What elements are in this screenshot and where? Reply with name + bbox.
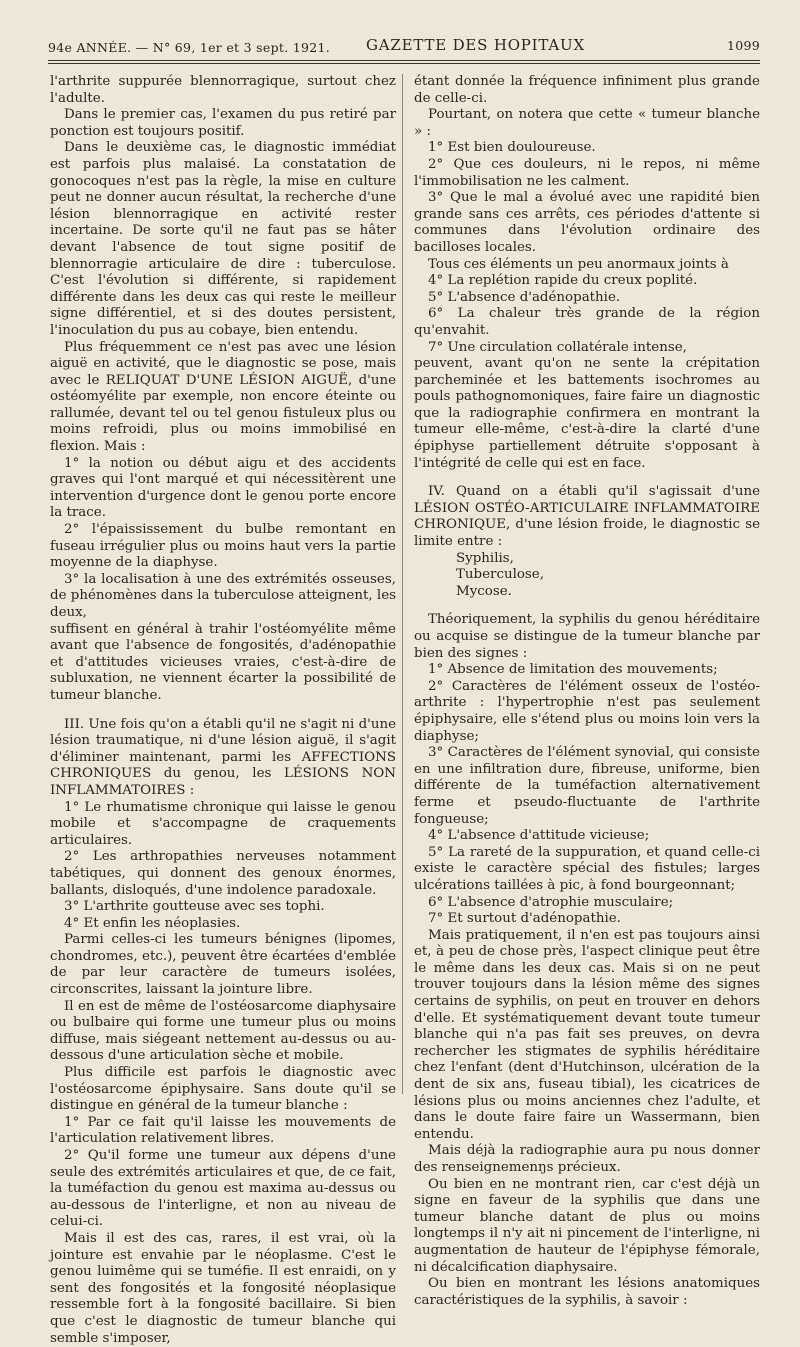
paragraph: peuvent, avant qu'on ne sente la crépitation parcheminée et les battements isochromes au pouls pathognomoniques, faire faire un diagnostic que la radiographie confirmera en montrant la tumeur elle-même, c'est-à-dire la clarté d'une épiphyse partiellement détruite s'opposant à l'intégrité de celle qui est en face. (414, 356, 760, 471)
paragraph: Théoriquement, la syphilis du genou héréditaire ou acquise se distingue de la tumeur blanche par bien des signes : (414, 612, 760, 661)
list-item: Tuberculose, (456, 567, 544, 583)
column-divider (402, 74, 403, 1094)
list-item: 2° Que ces douleurs, ni le repos, ni même l'immobilisation ne les calment. (414, 156, 760, 189)
header-rule (48, 60, 760, 61)
list-item: 6° La chaleur très grande de la région qu'envahit. (414, 306, 760, 338)
list-item: 3° Caractères de l'élément synovial, qui consiste en une infiltration dure, fibreuse, uniforme, bien différente de la tuméfaction alternativement ferme et pseudo-fluctuante de l'arthrite fongueuse; (414, 745, 760, 827)
right-column (414, 74, 760, 1309)
paragraph: Dans le deuxième cas, le diagnostic immédiat est parfois plus malaisé. La constatation de gonocoques n'est pas la règle, la mise en culture peut ne donner aucun résultat, la recherche d'une lésion blennorragique en activité rester incertaine. De sorte qu'il ne faut pas se hâter devant l'absence de tout signe positif de blennorragie articulaire de dire : tuberculose. C'est l'évolution si différente, si rapidement différente dans les deux cas qui reste le meilleur signe différentiel, et si des doutes persistent, l'inoculation du pus au cobaye, bien entendu. (50, 140, 396, 338)
header-rule-double (48, 63, 760, 64)
issue-info: 94e ANNÉE. — N° 69, 1er et 3 sept. 1921. (48, 40, 331, 55)
list-item: 7° Et surtout d'adénopathie. (428, 911, 621, 927)
paragraph: Dans le premier cas, l'examen du pus retiré par ponction est toujours positif. (50, 107, 396, 139)
section-heading-paragraph: III. Une fois qu'on a établi qu'il ne s'agit ni d'une lésion traumatique, ni d'une lésion aiguë, il s'agit d'éliminer maintenant, parmi les AFFECTIONS CHRONIQUES du genou, les LÉSIONS NON INFLAMMATOIRES : (50, 716, 396, 798)
paragraph: l'arthrite suppurée blennorragique, surtout chez l'adulte. (50, 74, 396, 106)
list-item: 2° Qu'il forme une tumeur aux dépens d'une seule des extrémités articulaires et que, de ce fait, la tuméfaction du genou est maxima au-dessus ou au-dessous de l'interligne, et non au niveau de celui-ci. (50, 1148, 396, 1230)
list-item: Mycose. (456, 583, 512, 599)
list-item: 6° L'absence d'atrophie musculaire; (428, 894, 674, 910)
list-item: 7° Une circulation collatérale intense, (428, 339, 687, 355)
list-item: 5° L'absence d'adénopathie. (428, 289, 621, 305)
paragraph: Tous ces éléments un peu anormaux joints à (428, 256, 729, 272)
list-item: 3° L'arthrite goutteuse avec ses tophi. (64, 899, 325, 915)
paragraph: suffisent en général à trahir l'ostéomyélite même avant que l'absence de fongosités, d'adénopathie et d'attitudes vicieuses vraies, c'est-à-dire de subluxation, ne viennent écarter la possibilité de tumeur blanche. (50, 621, 396, 703)
list-item: 4° Et enfin les néoplasies. (64, 915, 241, 931)
paragraph: Mais pratiquement, il n'en est pas toujours ainsi et, à peu de chose près, l'aspect clinique peut être le même dans les deux cas. Mais si on ne peut trouver toujours dans la lésion même des signes certains de syphilis, on peut en trouver en dehors d'elle. Et systématiquement devant toute tumeur blanche qui n'a pas fait ses preuves, on devra rechercher les stigmates de syphilis héréditaire chez l'enfant (dent d'Hutchinson, ulcération de la dent de six ans, fuseau tibial), les cicatrices de lésions plus ou moins anciennes chez l'adulte, et dans le doute faire faire un Wassermann, bien entendu. (414, 927, 760, 1142)
list-item: 2° Les arthropathies nerveuses notamment tabétiques, qui donnent des genoux énormes, ballants, disloqués, d'une indolence paradoxale. (50, 849, 396, 898)
list-item: 4° L'absence d'attitude vicieuse; (428, 828, 650, 844)
list-item: 5° La rareté de la suppuration, et quand celle-ci existe le caractère spécial des fistules; larges ulcérations taillées à pic, à fond bourgeonnant; (414, 844, 760, 893)
list-item: 2° Caractères de l'élément osseux de l'ostéo-arthrite : l'hypertrophie n'est pas seulement épiphysaire, elle s'étend plus ou moins loin vers la diaphyse; (414, 678, 760, 744)
list-item: 3° Que le mal a évolué avec une rapidité bien grande sans ces arrêts, ces périodes d'attente si communes dans l'évolution ordinaire des bacilloses locales. (414, 190, 760, 255)
list-item: 1° Par ce fait qu'il laisse les mouvements de l'articulation relativement libres. (50, 1114, 396, 1147)
paragraph: Parmi celles-ci les tumeurs bénignes (lipomes, chondromes, etc.), peuvent être écartées d'emblée de par leur caractère de tumeurs isolées, circonscrites, laissant la jointure libre. (50, 932, 396, 998)
list-item: Syphilis, (456, 550, 514, 566)
paragraph: étant donnée la fréquence infiniment plus grande de celle-ci. (414, 74, 760, 106)
page-header (48, 36, 760, 58)
paragraph: Mais déjà la radiographie aura pu nous donner des renseignemenŋs précieux. (414, 1143, 760, 1175)
left-column (50, 74, 396, 1347)
paragraph: Ou bien en ne montrant rien, car c'est déjà un signe en faveur de la syphilis que dans une tumeur blanche datant de plus ou moins longtemps il n'y ait ni pincement de l'interligne, ni augmentation de hauteur de l'épiphyse fémorale, ni décalcification diaphysaire. (414, 1176, 760, 1275)
list-item: 1° Absence de limitation des mouvements; (428, 662, 718, 678)
section-heading-paragraph: IV. Quand on a établi qu'il s'agissait d'une LÉSION OSTÉO-ARTICULAIRE INFLAMMATOIRE CHRONIQUE, d'une lésion froide, le diagnostic se limite entre : (414, 484, 760, 550)
paragraph: Ou bien en montrant les lésions anatomiques caractéristiques de la syphilis, à savoir : (414, 1276, 760, 1308)
page-number: 1099 (726, 38, 760, 53)
list-item: 1° Le rhumatisme chronique qui laisse le genou mobile et s'accompagne de craquements articulaires. (50, 799, 396, 848)
list-item: 3° la localisation à une des extrémités osseuses, de phénomènes dans la tuberculose atteignent, les deux, (50, 571, 396, 620)
journal-title: GAZETTE DES HOPITAUX (366, 36, 585, 54)
paragraph: Il en est de même de l'ostéosarcome diaphysaire ou bulbaire qui forme une tumeur plus ou moins diffuse, mais siégeant nettement au-dessus ou au-dessous d'une articulation sèche et mobile. (50, 998, 396, 1064)
paragraph: Pourtant, on notera que cette « tumeur blanche » : (414, 107, 760, 139)
list-item: 1° la notion ou début aigu et des accidents graves qui l'ont marqué et qui nécessitèrent une intervention d'urgence dont le genou porte encore la trace. (50, 455, 396, 521)
paragraph: Plus difficile est parfois le diagnostic avec l'ostéosarcome épiphysaire. Sans doute qu'il se distingue en général de la tumeur blanche : (50, 1065, 396, 1114)
paragraph: Plus fréquemment ce n'est pas avec une lésion aiguë en activité, que le diagnostic se pose, mais avec le RELIQUAT D'UNE LÉSION AIGUË, d'une ostéomyélite par exemple, non encore éteinte ou rallumée, devant tel ou tel genou fistuleux plus ou moins refroidi, plus ou moins immobilisé en flexion. Mais : (50, 339, 396, 455)
list-item: 2° l'épaississement du bulbe remontant en fuseau irrégulier plus ou moins haut vers la partie moyenne de la diaphyse. (50, 522, 396, 571)
list-item: 1° Est bien douloureuse. (428, 140, 596, 156)
paragraph: Mais il est des cas, rares, il est vrai, où la jointure est envahie par le néoplasme. C'est le genou luimême qui se tuméfie. Il est enraidi, on y sent des fongosités et la fongosité néoplasique ressemble fort à la fongosité bacillaire. Si bien que c'est le diagnostic de tumeur blanche qui semble s'imposer, (50, 1230, 396, 1346)
list-item: 4° La replétion rapide du creux poplité. (428, 273, 698, 289)
